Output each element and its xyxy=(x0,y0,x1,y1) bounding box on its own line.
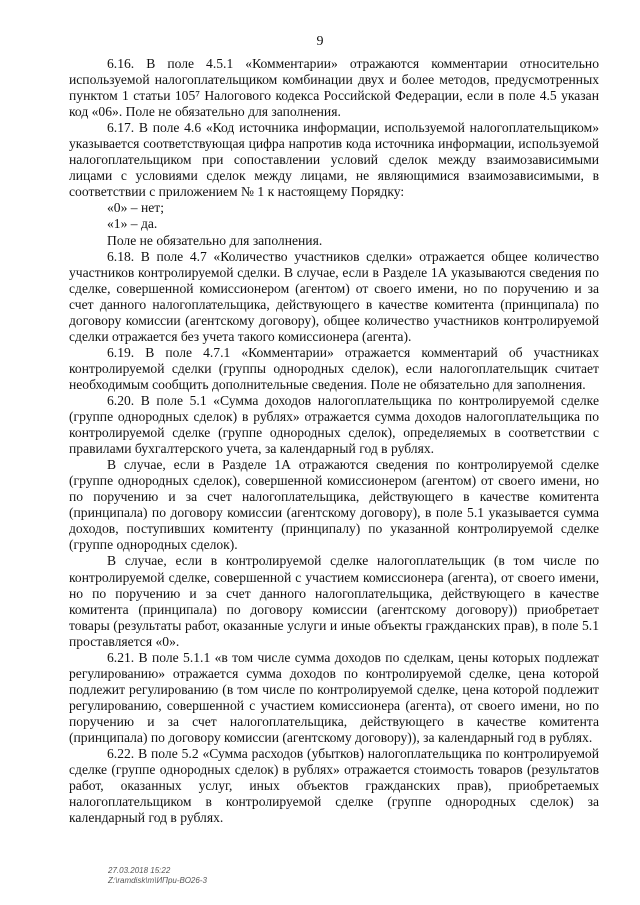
paragraph-6-20: 6.20. В поле 5.1 «Сумма доходов налогоплательщика по контролируемой сделке (группе однородных сделок) в рублях» отражается сумма доходов налогоплательщика по контролируемой сделке (группе однородных сделок), определяемых в соответствии с правилами бухгалтерского учета, за календарный год в рублях. xyxy=(69,392,599,457)
footer-file-path: Z:\ramdisk\m\ИПри-ВО26-3 xyxy=(108,876,207,885)
footer-stamp xyxy=(108,866,207,886)
paragraph-6-16: 6.16. В поле 4.5.1 «Комментарии» отражаются комментарии относительно используемой налогоплательщиком комбинации двух и более методов, предусмотренных пунктом 1 статьи 105⁷ Налогового кодекса Российской Федерации, если в поле 4.5 указан код «06». Поле не обязательно для заполнения. xyxy=(69,56,599,120)
paragraph-6-21: 6.21. В поле 5.1.1 «в том числе сумма доходов по сделкам, цены которых подлежат регулированию» отражается сумма доходов по контролируемой сделке, цена которой подлежит регулированию (в том числе по контролируемой сделке, цена которой подлежит регулированию, совершенной с участием комиссионера (агента), от своего имени, но по поручению и за счет налогоплательщика, действующего в качестве комитента (принципала) по договору комиссии (агентскому договору)), за календарный год в рублях. xyxy=(69,649,599,745)
paragraph-6-19: 6.19. В поле 4.7.1 «Комментарии» отражается комментарий об участниках контролируемой сделки (группы однородных сделок), если налогоплательщик считает необходимым сообщить дополнительные сведения. Поле не обязательно для заполнения. xyxy=(69,344,599,392)
paragraph-6-22: 6.22. В поле 5.2 «Сумма расходов (убытков) налогоплательщика по контролируемой сделке (группе однородных сделок) в рублях» отражается стоимость товаров (результатов работ, оказанных услуг, иных объектов гражданских прав), приобретаемых налогоплательщиком в контролируемой сделке (группе однородных сделок) за календарный год в рублях. xyxy=(69,746,599,826)
paragraph-6-17: 6.17. В поле 4.6 «Код источника информации, используемой налогоплательщиком» указывается соответствующая цифра напротив кода источника информации, используемой налогоплательщиком при сопоставлении условий сделок между взаимозависимыми лицами с условиями сделок между лицами, не являющимися взаимозависимыми, в соответствии с приложением № 1 к настоящему Порядку: xyxy=(69,120,599,200)
option-no: «0» – нет; xyxy=(107,200,165,216)
paragraph-6-18: 6.18. В поле 4.7 «Количество участников сделки» отражается общее количество участников контролируемой сделки. В случае, если в Разделе 1А указываются сведения по сделке, совершенной комиссионером (агентом) от своего имени, но по поручению и за счет данного налогоплательщика, действующего в качестве комитента (принципала) по договору комиссии (агентскому договору), общее количество участников контролируемой сделки отражается без учета такого комиссионера (агента). xyxy=(69,248,599,344)
paragraph-6-20-case-purchase: В случае, если в контролируемой сделке налогоплательщик (в том числе по контролируемой сделке, совершенной с участием комиссионера (агента), от своего имени, но по поручению и за счет данного налогоплательщика, действующего в качестве комитента (принципала) по договору комиссии (агентскому договору)) приобретает товары (результаты работ, оказанные услуги и иные объекты гражданских прав), в поле 5.1 проставляется «0». xyxy=(69,553,599,649)
page-number: 9 xyxy=(316,34,324,49)
option-yes: «1» – да. xyxy=(107,216,158,232)
optional-field-note: Поле не обязательно для заполнения. xyxy=(107,232,323,248)
document-body xyxy=(69,56,599,826)
paragraph-6-20-case-agent: В случае, если в Разделе 1А отражаются сведения по контролируемой сделке (группе однородных сделок), совершенной комиссионером (агентом) от своего имени, но по поручению и за счет налогоплательщика, действующего в качестве комитента (принципала) по договору комиссии (агентскому договору), в поле 5.1 указывается сумма доходов, поступивших комитенту (принципалу) по указанной контролируемой сделке (группе однородных сделок). xyxy=(69,457,599,553)
footer-timestamp: 27.03.2018 15:22 xyxy=(108,866,171,875)
